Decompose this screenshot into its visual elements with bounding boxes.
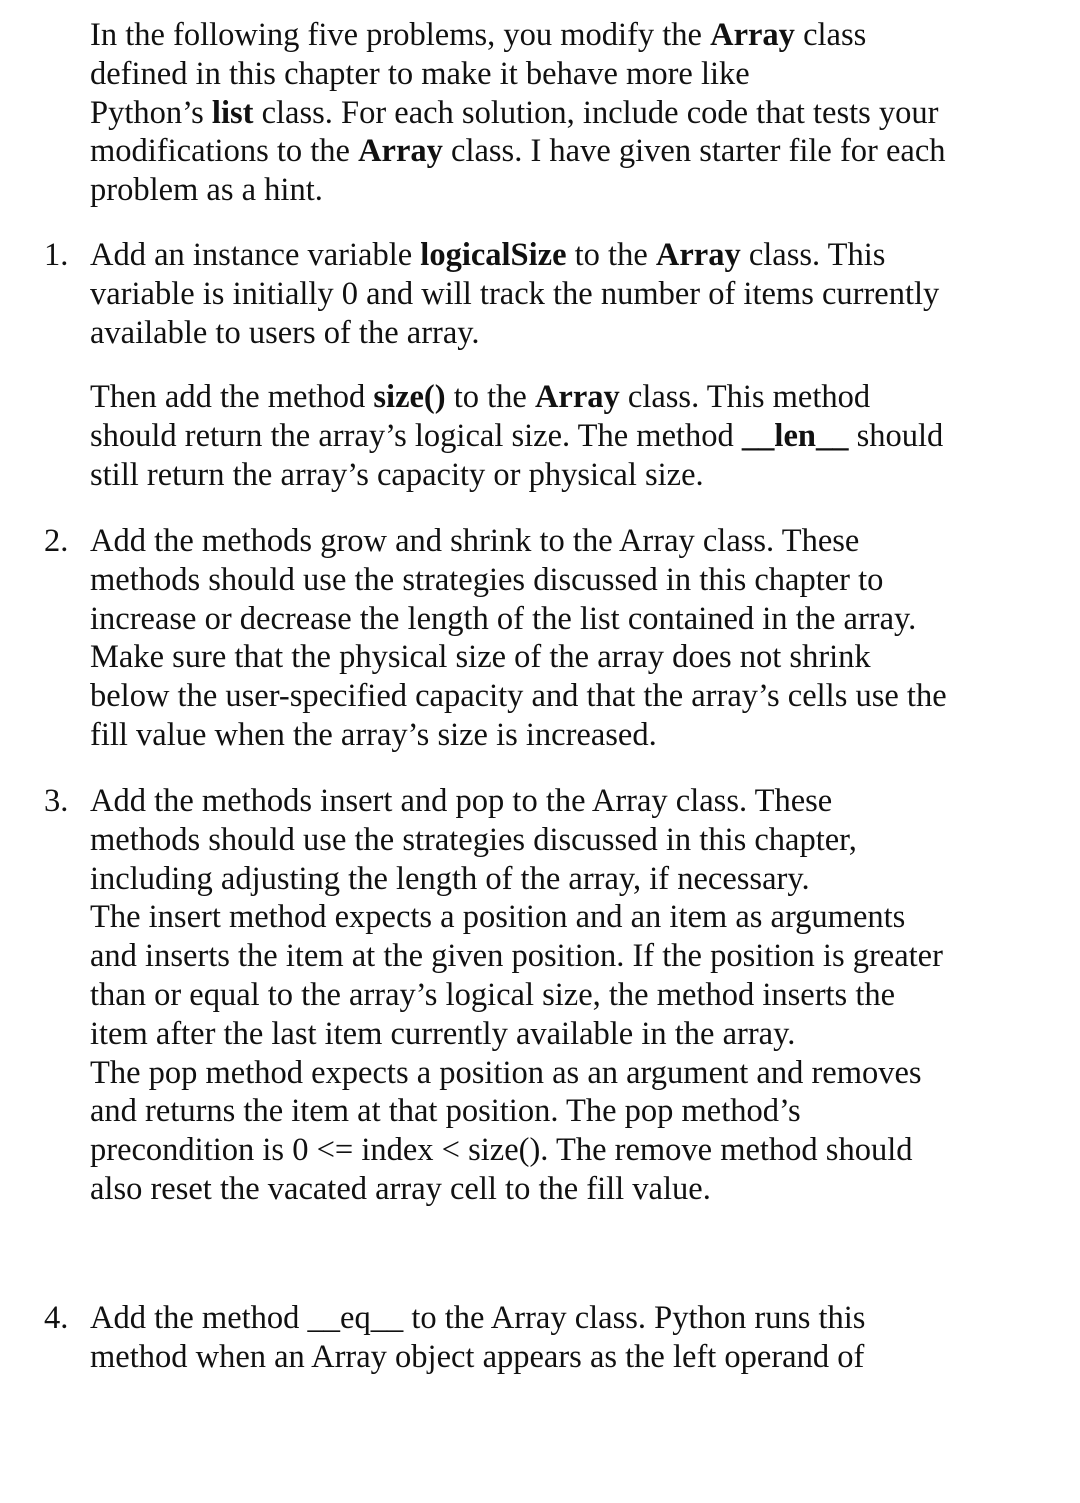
- problem-4: 4. Add the method __eq__ to the Array class. Python runs this method when an Array object appears as the left operand of: [44, 1300, 866, 1375]
- problem-number: 4.: [44, 1300, 69, 1336]
- problem-number: 2.: [44, 523, 69, 559]
- intro-paragraph: [90, 16, 1020, 210]
- intro-line: Python’s list class. For each solution, include code that tests your: [90, 94, 939, 131]
- intro-line: defined in this chapter to make it behave more like: [90, 55, 750, 92]
- list-keyword: list: [211, 94, 254, 131]
- problem-2: 2. Add the methods grow and shrink to the Array class. These methods should use the strategies discussed in this chapter to increase or decrease the length of the list contained in the array. Make sure that the physical size of the array does not shrink below the user-specified capacity and that the array’s cells use the fill value when the array’s size is increased.: [44, 523, 947, 753]
- problem-1: [44, 236, 1020, 495]
- intro-line: modifications to the Array class. I have given starter file for each: [90, 133, 946, 170]
- problem-number: 3.: [44, 783, 69, 819]
- array-keyword: Array: [358, 133, 443, 170]
- len-method-keyword: __len__: [741, 418, 849, 455]
- problem-1-paragraph-2: Then add the method size() to the Array class. This method should return the array’s logical size. The method __len__ should still return the array’s capacity or physical size.: [90, 379, 944, 493]
- problem-3: 3. Add the methods insert and pop to the Array class. These methods should use the strategies discussed in this chapter, including adjusting the length of the array, if necessary. The insert method expects a position and an item as arguments and inserts the item at the given position. If the position is greater than or equal to the array’s logical size, the method inserts the item after the last item currently available in the array. The pop method expects a position as an argument and removes and returns the item at that position. The pop method’s precondition is 0 <= index < size(). The remove method should also reset the vacated array cell to the fill value.: [44, 783, 943, 1207]
- problem-number: 1.: [44, 237, 69, 273]
- eq-method-keyword: __eq__: [307, 1300, 404, 1336]
- problem-1-paragraph-1: Add an instance variable logicalSize to the Array class. This variable is initially 0 and will track the number of items currently available to users of the array.: [90, 237, 940, 351]
- intro-line: In the following five problems, you modify the Array class: [90, 17, 867, 53]
- array-keyword: Array: [710, 17, 795, 53]
- logicalsize-keyword: logicalSize: [420, 237, 567, 273]
- array-keyword: Array: [655, 237, 741, 273]
- array-keyword: Array: [534, 379, 620, 416]
- intro-line: problem as a hint.: [90, 172, 323, 209]
- size-method-keyword: size(): [373, 379, 446, 416]
